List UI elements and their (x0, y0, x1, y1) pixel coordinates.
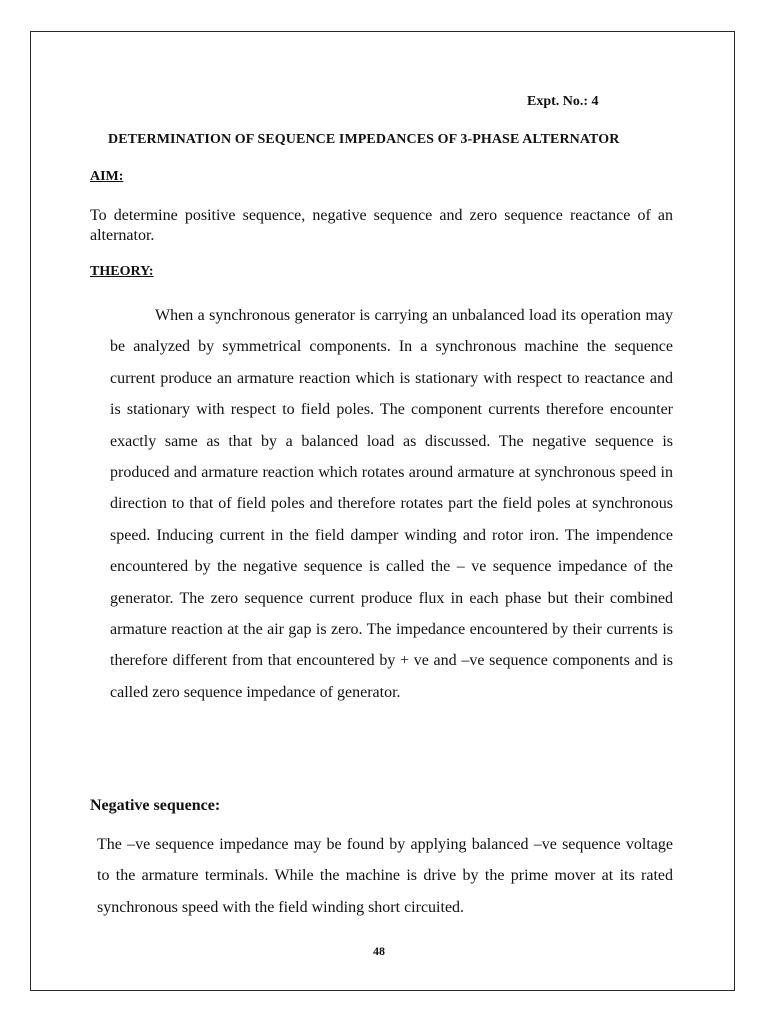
aim-heading: AIM: (90, 169, 124, 184)
theory-paragraph: When a synchronous generator is carrying an unbalanced load its operation may be analyzed by symmetrical components. In a synchronous machine the sequence current produce an armature reaction which is stationary with respect to reactance and is stationary with respect to field poles. The component currents therefore encounter exactly same as that by a balanced load as discussed. The negative sequence is produced and armature reaction which rotates around armature at synchronous speed in direction to that of field poles and therefore rotates part the field poles at synchronous speed. Inducing current in the field damper winding and rotor iron. The impendence encountered by the negative sequence is called the – ve sequence impedance of the generator. The zero sequence current produce flux in each phase but their combined armature reaction at the air gap is zero. The impedance encountered by their currents is therefore different from that encountered by + ve and –ve sequence components and is called zero sequence impedance of generator. (110, 307, 673, 701)
page-number: 48 (373, 944, 385, 958)
document-title: DETERMINATION OF SEQUENCE IMPEDANCES OF 3-PHASE ALTERNATOR (108, 132, 620, 147)
aim-paragraph: To determine positive sequence, negative sequence and zero sequence reactance of an alternator. (90, 207, 673, 244)
negative-sequence-paragraph: The –ve sequence impedance may be found by applying balanced –ve sequence voltage to the armature terminals. While the machine is drive by the prime mover at its rated synchronous speed with the field winding short circuited. (97, 836, 673, 916)
negative-sequence-heading: Negative sequence: (90, 797, 221, 814)
experiment-number: Expt. No.: 4 (527, 94, 599, 109)
theory-heading: THEORY: (90, 264, 154, 279)
